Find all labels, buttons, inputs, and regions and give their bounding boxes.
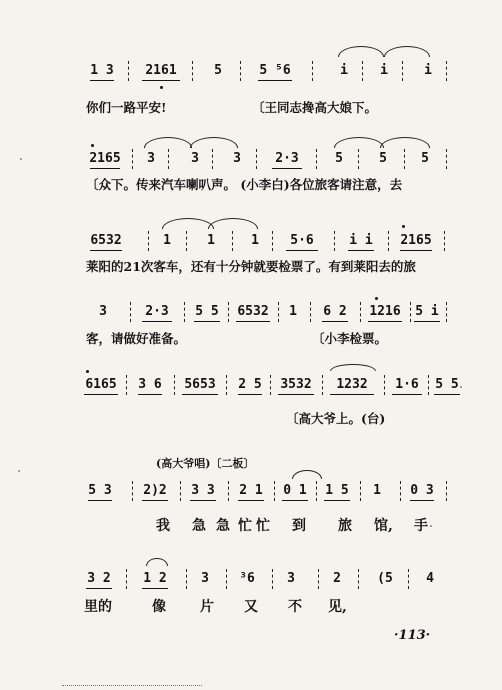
score-note: 5 — [214, 63, 222, 78]
bar-line — [408, 569, 409, 589]
score-note: 0 1 — [280, 478, 310, 504]
high-octave-dot — [86, 370, 89, 373]
score-note: 2165 — [88, 146, 122, 172]
score-note: 3 — [201, 571, 209, 586]
score-note: 1216 — [366, 299, 404, 325]
scan-speck — [20, 158, 22, 160]
slur-mark — [380, 137, 430, 148]
bar-line — [228, 302, 229, 322]
score-note: 5 3 — [86, 478, 114, 504]
lyric-char: 忙 — [238, 518, 252, 534]
score-note: 3 2 — [84, 566, 114, 592]
slur-mark — [144, 137, 192, 148]
score-note: 5 5 — [432, 372, 462, 398]
score-line-4 — [0, 299, 502, 325]
bar-line — [446, 149, 447, 169]
bar-line — [316, 481, 317, 501]
bar-line — [272, 569, 273, 589]
aria-heading: (高大爷唱)〔二板〕 — [156, 457, 255, 470]
bar-line — [240, 61, 241, 81]
score-line-2 — [0, 146, 502, 172]
lyric-char: 片 — [200, 599, 214, 615]
slur-mark — [292, 470, 322, 479]
slur-mark — [162, 218, 214, 229]
score-note: 2·3 — [270, 146, 304, 172]
bar-line — [428, 375, 429, 395]
score-note: 5·6 — [284, 228, 320, 254]
lyric-char: 里的 — [84, 599, 112, 615]
bar-line — [130, 302, 131, 322]
bar-line — [132, 149, 133, 169]
page-number: ·113· — [394, 628, 431, 643]
lyric-char: 忙 — [256, 518, 270, 534]
bar-line — [270, 375, 271, 395]
score-note: 1232 — [328, 372, 376, 398]
scan-edge-mark — [62, 685, 202, 686]
lyric-char: 急 — [216, 518, 230, 534]
lyric-char: 不 — [288, 599, 302, 615]
score-note: 5 — [335, 151, 343, 166]
narration-line: 〔众下。传来汽车喇叭声。 (小李白)各位旅客请注意，去 — [86, 177, 403, 192]
bar-line — [446, 481, 447, 501]
bar-line — [226, 569, 227, 589]
score-note: 5 5 — [192, 299, 222, 325]
score-line-7 — [0, 566, 502, 592]
score-note: 1 2 — [140, 566, 170, 592]
bar-line — [446, 302, 447, 322]
score-line-1 — [0, 58, 502, 84]
bar-line — [322, 375, 323, 395]
lyric-char: 像 — [152, 599, 166, 615]
bar-line — [226, 375, 227, 395]
score-note: ³6 — [239, 571, 255, 586]
bar-line — [446, 61, 447, 81]
score-note: 3 6 — [136, 372, 164, 398]
score-note: 2 5 — [236, 372, 264, 398]
score-line-5 — [0, 372, 502, 398]
score-note: 3 — [147, 151, 155, 166]
bar-line — [192, 61, 193, 81]
score-note: 2 — [333, 571, 341, 586]
lyric-char: 我 — [156, 518, 170, 534]
score-note: 6532 — [88, 228, 124, 254]
score-note: 3 — [233, 151, 241, 166]
bar-line — [174, 375, 175, 395]
score-note: 2161 — [140, 58, 182, 84]
high-octave-dot — [402, 225, 405, 228]
bar-line — [358, 149, 359, 169]
score-note: 3 3 — [188, 478, 218, 504]
bar-line — [310, 302, 311, 322]
score-note: 6165 — [82, 372, 120, 398]
score-note: 3532 — [276, 372, 316, 398]
bar-line — [180, 481, 181, 501]
score-note: 5 ⁵6 — [256, 58, 294, 84]
bar-line — [132, 481, 133, 501]
bar-line — [312, 61, 313, 81]
score-note: 2 1 — [236, 478, 266, 504]
bar-line — [272, 231, 273, 251]
score-note: 3 — [287, 571, 295, 586]
bar-line — [186, 231, 187, 251]
bar-line — [334, 231, 335, 251]
bar-line — [274, 481, 275, 501]
stage-direction: 〔高大爷上。(台) — [286, 411, 386, 426]
slur-mark — [208, 218, 258, 229]
score-note: 1 — [207, 233, 215, 248]
score-note: 5 i — [412, 299, 442, 325]
slur-mark — [338, 46, 384, 57]
slur-mark — [146, 558, 168, 566]
lyric-line: 你们一路平安! — [86, 100, 167, 115]
slur-mark — [190, 137, 238, 148]
lyric-char: 手 — [414, 518, 428, 534]
score-note: 5653 — [180, 372, 220, 398]
score-note: i i — [346, 228, 376, 254]
bar-line — [148, 231, 149, 251]
bar-line — [360, 302, 361, 322]
slur-mark — [384, 46, 430, 57]
score-note: 2·3 — [140, 299, 174, 325]
bar-line — [402, 61, 403, 81]
lyric-char: 馆, — [374, 518, 393, 534]
scan-speck — [18, 470, 20, 472]
score-note: 1·6 — [390, 372, 424, 398]
bar-line — [358, 569, 359, 589]
score-note: 1 — [373, 483, 381, 498]
high-octave-dot — [91, 144, 94, 147]
scan-speck — [430, 525, 432, 527]
score-note: 2)2 — [140, 478, 170, 504]
score-note: i — [424, 63, 432, 78]
lyric-char: 急 — [192, 518, 206, 534]
score-note: 1 5 — [322, 478, 352, 504]
score-note: 3 — [99, 304, 107, 319]
lyric-char: 见, — [328, 599, 347, 615]
bar-line — [410, 302, 411, 322]
score-note: 4 — [426, 571, 434, 586]
bar-line — [128, 61, 129, 81]
score-note: 1 — [289, 304, 297, 319]
score-note: 3 — [191, 151, 199, 166]
lyric-char: 旅 — [338, 518, 352, 534]
bar-line — [362, 61, 363, 81]
bar-line — [278, 302, 279, 322]
bar-line — [388, 231, 389, 251]
bar-line — [212, 149, 213, 169]
tie-bracket — [330, 364, 376, 371]
score-note: 1 — [251, 233, 259, 248]
score-note: 0 3 — [408, 478, 436, 504]
narration-line: 莱阳的21次客车，还有十分钟就要检票了。有到莱阳去的旅 — [86, 259, 416, 274]
bar-line — [400, 481, 401, 501]
bar-line — [256, 149, 257, 169]
stage-direction: 〔小李检票。 — [312, 331, 388, 346]
slur-mark — [334, 137, 384, 148]
bar-line — [384, 375, 385, 395]
bar-line — [184, 302, 185, 322]
score-note: 2165 — [398, 228, 434, 254]
score-note: 5 — [379, 151, 387, 166]
bar-line — [360, 481, 361, 501]
bar-line — [316, 149, 317, 169]
score-line-6 — [0, 478, 502, 504]
bar-line — [126, 569, 127, 589]
high-octave-dot — [375, 297, 378, 300]
score-note: (5 — [377, 571, 393, 586]
score-note: 1 3 — [88, 58, 116, 84]
score-note: 6 2 — [320, 299, 350, 325]
score-note: 6532 — [234, 299, 272, 325]
lyric-char: 又 — [244, 599, 258, 615]
score-note: 5 — [421, 151, 429, 166]
bar-line — [444, 231, 445, 251]
narration-line: 客，请做好准备。 — [86, 331, 187, 346]
stage-direction: 〔王同志搀高大娘下。 — [252, 100, 378, 115]
low-octave-dot — [160, 86, 163, 89]
bar-line — [404, 149, 405, 169]
bar-line — [126, 375, 127, 395]
score-note: i — [340, 63, 348, 78]
score-note: i — [380, 63, 388, 78]
score-line-3 — [0, 228, 502, 254]
lyric-char: 到 — [292, 518, 306, 534]
bar-line — [168, 149, 169, 169]
scan-speck — [460, 386, 462, 388]
bar-line — [232, 231, 233, 251]
score-note: 1 — [163, 233, 171, 248]
bar-line — [186, 569, 187, 589]
bar-line — [228, 481, 229, 501]
bar-line — [318, 569, 319, 589]
